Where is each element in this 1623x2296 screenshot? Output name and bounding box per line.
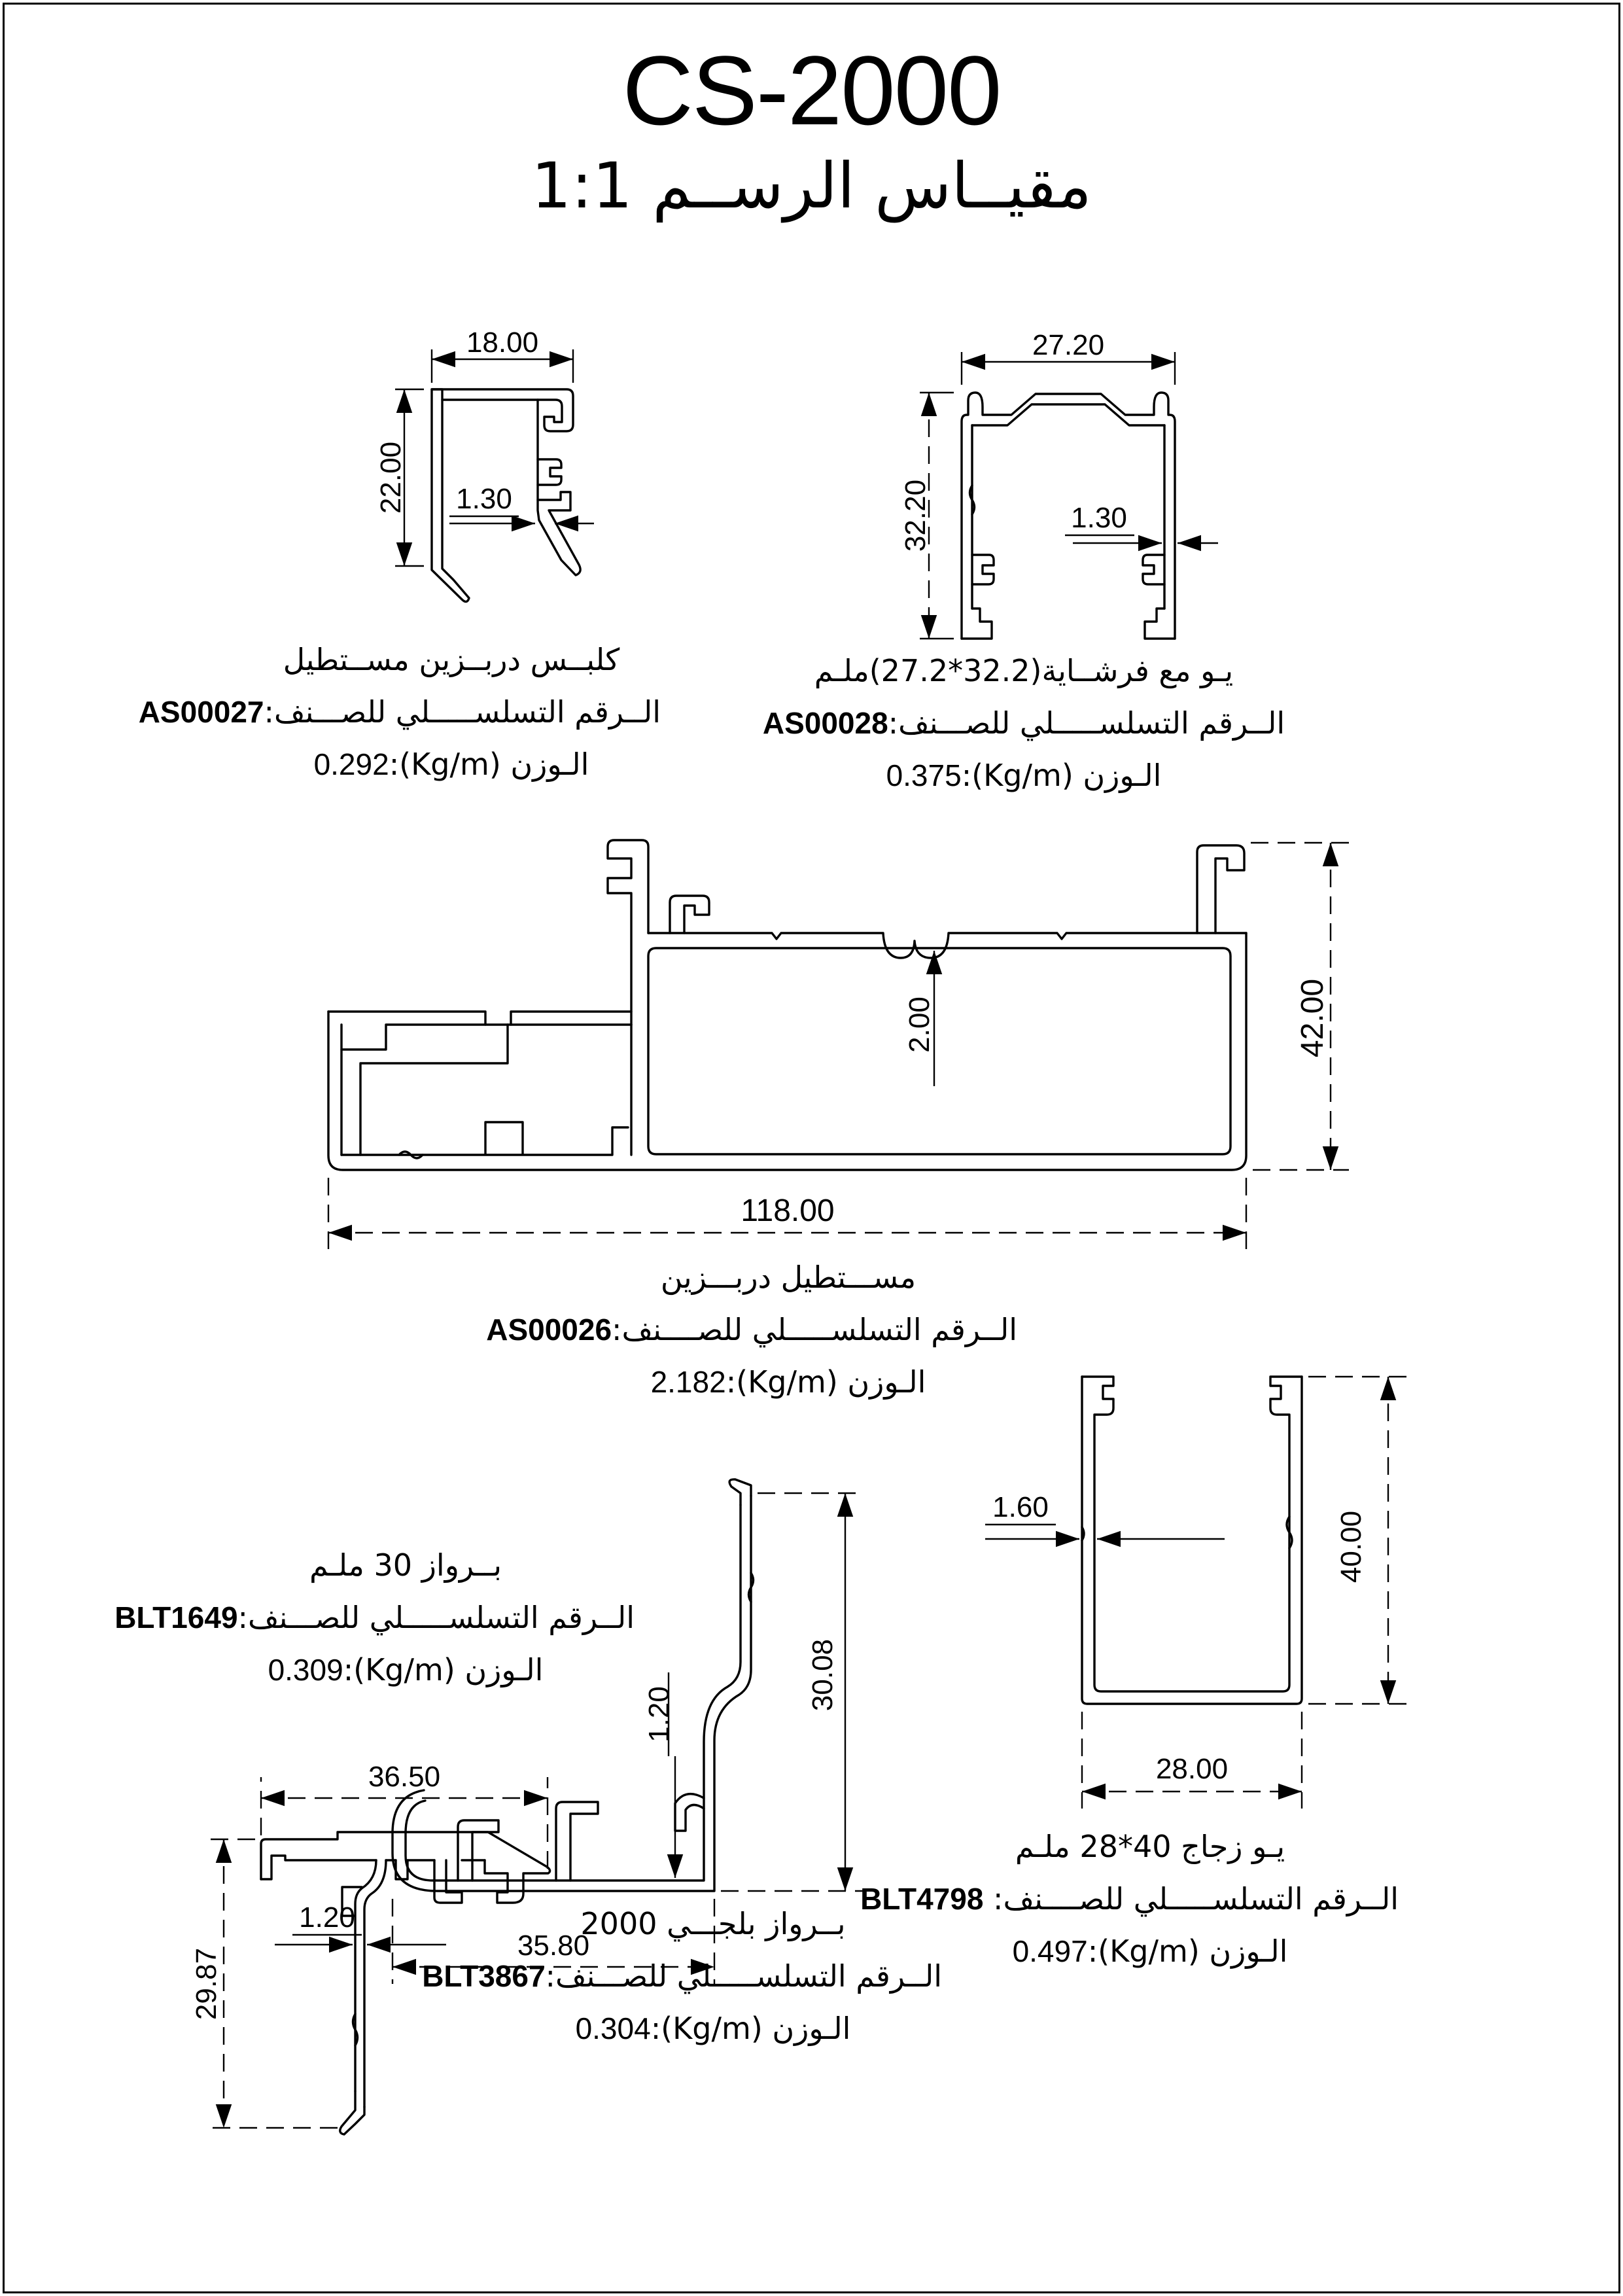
caption-as00027 (138, 633, 661, 790)
scale-label: مقيــاس الرســم 1:1 (531, 149, 1092, 222)
caption-as00028 (762, 645, 1285, 802)
profile-drawing-blt4798 (985, 1377, 1408, 1809)
dim-p2-width: 27.20 (1032, 329, 1105, 361)
profile-name: يـو مع فرشــاية(32.2*27.2)ملـم (814, 653, 1234, 688)
dim-p6-height: 29.87 (190, 1947, 222, 2021)
profile-serial: الــرقم التسلســـــلي للصـــنف:AS00028 (762, 705, 1285, 741)
profile-name: كلبــس دربــزين مســتطيل (283, 642, 620, 677)
profile-serial: الــرقم التسلســـــلي للصـــنف:AS00027 (138, 694, 661, 730)
caption-blt1649 (114, 1539, 635, 1696)
dim-p3-width: 118.00 (741, 1193, 835, 1228)
profile-weight: الـوزن (Kg/m):0.497 (1012, 1934, 1288, 1969)
profile-name: بــرواز 30 ملـم (309, 1547, 502, 1583)
dim-p1-width: 18.00 (466, 327, 539, 359)
dim-p4-width: 35.80 (517, 1930, 590, 1962)
dim-p1-height: 22.00 (375, 441, 407, 514)
dim-p5-thickness: 1.60 (992, 1491, 1049, 1523)
page-title: CS-2000 (622, 35, 1001, 145)
profile-drawing-as00028 (899, 329, 1218, 639)
profile-weight: الـوزن (Kg/m):0.375 (886, 758, 1162, 793)
profile-weight: الـوزن (Kg/m):0.292 (313, 747, 589, 782)
dim-p3-height: 42.00 (1295, 978, 1330, 1058)
dim-p5-width: 28.00 (1155, 1753, 1229, 1785)
dim-p6-width: 36.50 (368, 1761, 441, 1793)
profile-name: مســـتطيل دربـــزين (660, 1260, 916, 1295)
caption-as00026 (486, 1251, 1017, 1408)
profile-name: يـو زجاج 40*28 ملـم (1015, 1829, 1285, 1864)
profile-serial: الــرقم التسلســـــلي للصـــنف:BLT1649 (114, 1600, 635, 1635)
dim-p1-thickness: 1.30 (456, 483, 512, 515)
dim-p4-height: 30.08 (807, 1638, 839, 1712)
profile-weight: الـوزن (Kg/m):2.182 (650, 1364, 926, 1400)
profile-drawing-as00027 (375, 327, 594, 602)
caption-blt4798 (860, 1820, 1399, 1977)
profile-drawing-as00026 (328, 840, 1349, 1252)
caption-blt3867 (422, 1898, 942, 2055)
profile-serial: الــرقم التسلســـــلي للصــــنف:AS00026 (486, 1312, 1017, 1347)
dim-p4-thickness: 1.20 (643, 1686, 675, 1742)
profile-name: بــرواز بلجـــي 2000 (580, 1906, 846, 1941)
profile-serial: الــرقم التسلســـــلي للصـــنف:BLT3867 (422, 1958, 942, 1994)
dim-p6-thickness: 1.20 (299, 1901, 355, 1934)
dim-p3-thickness: 2.00 (903, 997, 935, 1053)
dim-p5-height: 40.00 (1335, 1510, 1367, 1583)
profile-serial: الــرقم التسلســـــلي للصــــنف: BLT4798 (860, 1881, 1399, 1916)
profile-weight: الـوزن (Kg/m):0.309 (268, 1652, 544, 1687)
dim-p2-thickness: 1.30 (1071, 502, 1127, 534)
dim-p2-height: 32.20 (899, 479, 932, 552)
profile-weight: الـوزن (Kg/m):0.304 (575, 2011, 851, 2046)
